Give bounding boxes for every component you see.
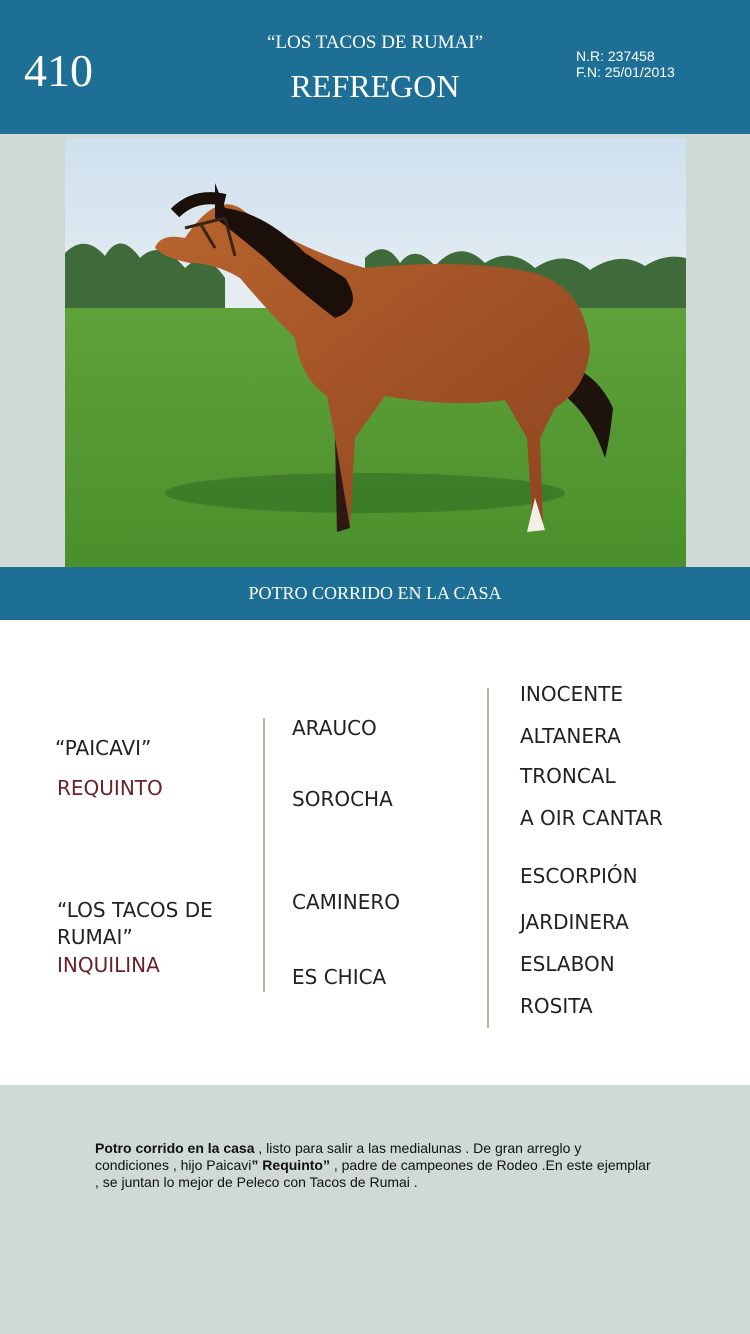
lot-number: 410: [24, 45, 93, 96]
sire-breeder: “PAICAVI”: [55, 736, 152, 760]
grandparent-1: ARAUCO: [292, 716, 377, 740]
divider-line-2: [487, 688, 489, 1028]
description-text: [95, 1140, 655, 1191]
description-text-2: , padre de campeones de Rodeo .En este ejemplar , se juntan lo mejor de Peleco con Tacos de Rumai .: [95, 1157, 651, 1190]
grandparent-2: SOROCHA: [292, 787, 393, 811]
description-panel: [0, 1085, 750, 1334]
great-grandparent-4: A OIR CANTAR: [520, 806, 663, 830]
dam-name: INQUILINA: [57, 953, 160, 977]
dam-breeder-line-2: RUMAI”: [57, 925, 133, 949]
description-bold-1: Potro corrido en la casa: [95, 1140, 255, 1156]
great-grandparent-3: TRONCAL: [520, 764, 616, 788]
horse-name: REFREGON: [290, 68, 460, 104]
divider-line-1: [263, 718, 265, 992]
grandparent-3: CAMINERO: [292, 890, 401, 914]
great-grandparent-6: JARDINERA: [520, 910, 629, 934]
registration-number: N.R: 237458: [576, 48, 655, 64]
header-banner: [0, 0, 750, 134]
grandparent-4: ES CHICA: [292, 965, 387, 989]
great-grandparent-7: ESLABON: [520, 952, 615, 976]
great-grandparent-8: ROSITA: [520, 994, 593, 1018]
dam-breeder-line-1: “LOS TACOS DE: [57, 898, 213, 922]
great-grandparent-1: INOCENTE: [520, 682, 624, 706]
description-bold-2: ” Requinto”: [251, 1157, 330, 1173]
registration-info: [576, 48, 675, 80]
stable-name: “LOS TACOS DE RUMAI”: [266, 32, 484, 53]
sire-name: REQUINTO: [57, 776, 163, 800]
description-text-1: , listo para salir a las medialunas . De gran arreglo y condiciones , hijo Paicavi: [95, 1140, 582, 1173]
birth-date: F.N: 25/01/2013: [576, 64, 675, 80]
caption-bar: POTRO CORRIDO EN LA CASA: [0, 567, 750, 620]
horse-photo: [65, 138, 686, 568]
great-grandparent-5: ESCORPIÓN: [520, 864, 638, 888]
great-grandparent-2: ALTANERA: [520, 724, 621, 748]
